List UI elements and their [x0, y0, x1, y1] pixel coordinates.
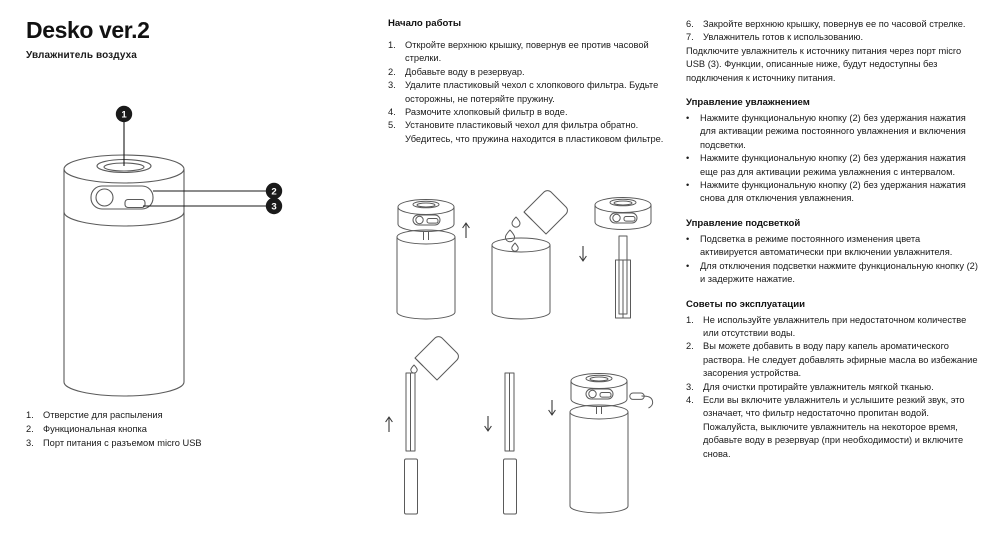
step-number: 7.: [686, 32, 694, 43]
bullet-icon: •: [686, 233, 690, 244]
tip-number: 4.: [686, 394, 694, 405]
legend-label: Отверстие для распыления: [43, 410, 163, 420]
diagram-soak-filter: [405, 337, 459, 514]
legend-number: 1.: [26, 410, 34, 420]
power-connection-note: Подключите увлажнитель к источнику питания через порт micro USB (3). Функции, описанные ниже, будут недоступны без подключения к источнику питания.: [686, 45, 962, 83]
list-item: [26, 408, 346, 422]
product-subtitle: Увлажнитель воздуха: [26, 50, 137, 62]
tips-list: [686, 314, 978, 461]
list-item: [686, 233, 978, 260]
legend-label: Функциональная кнопка: [43, 424, 147, 435]
arrow-down-icon: [485, 416, 492, 431]
list-item: [388, 66, 668, 79]
step-text: Увлажнитель готов к использованию.: [703, 32, 864, 43]
arrow-up-icon: [386, 417, 393, 432]
list-item: [686, 340, 978, 380]
step-number: 6.: [686, 19, 694, 29]
diagram-open-lid: [397, 200, 455, 320]
left-column: [26, 18, 366, 508]
tip-text: Если вы включите увлажнитель и услышите резкий звук, это означает, что фильтр недостаточно пропитан водой. Пожалуйста, выключите увлажнитель на некоторое время, добавьте воду в резервуар (при необходимости) и включите снова.: [703, 394, 965, 459]
tip-text: Вы можете добавить в воду пару капель ароматического раствора. Не следует добавлять эфирные масла во избежание засорения устройства.: [703, 341, 978, 379]
bullet-icon: •: [686, 153, 690, 164]
tip-number: 1.: [686, 314, 694, 325]
bullet-text: Нажмите функциональную кнопку (2) без удержания нажатия снова для отключения увлажнения.: [700, 180, 966, 204]
section-heading-tips: Советы по эксплуатации: [686, 298, 805, 310]
step-number: 2.: [388, 66, 396, 77]
step-text: Добавьте воду в резервуар.: [405, 66, 525, 77]
backlight-bullets: [686, 233, 978, 287]
right-column: [686, 18, 978, 461]
tip-number: 3.: [686, 381, 694, 392]
getting-started-steps-continued: [686, 18, 978, 45]
step-number: 5.: [388, 120, 396, 131]
hero-product-illustration: [4, 94, 364, 414]
legend-number: 2.: [26, 424, 34, 435]
step-text: Закройте верхнюю крышку, повернув ее по часовой стрелке.: [703, 19, 966, 29]
callout-badge-3: [266, 198, 282, 214]
bullet-text: Нажмите функциональную кнопку (2) без удержания нажатия для активации режима постоянного увлажнения и включения подсветки.: [700, 113, 966, 150]
legend-number: 3.: [26, 438, 34, 449]
step-number: 1.: [388, 40, 396, 50]
list-item: [686, 179, 978, 206]
section-heading-getting-started: Начало работы: [388, 18, 462, 29]
list-item: [388, 39, 668, 66]
svg-text:2: 2: [271, 186, 277, 198]
list-item: [686, 18, 978, 31]
list-item: [686, 112, 978, 152]
svg-text:1: 1: [121, 109, 127, 121]
step-number: 4.: [388, 107, 396, 118]
list-item: [686, 260, 978, 287]
diagram-pour-water: [492, 191, 567, 319]
bullet-text: Для отключения подсветки нажмите функциональную кнопку (2) и задержите нажатие.: [700, 260, 978, 285]
page-title: Desko ver.2: [26, 17, 150, 43]
list-item: [388, 119, 668, 146]
list-item: [686, 31, 978, 44]
diagram-close-lid-connect-usb: [570, 374, 653, 514]
bullet-icon: •: [686, 180, 690, 191]
humidification-bullets: [686, 112, 978, 206]
bullet-text: Нажмите функциональную кнопку (2) без удержания нажатия еще раз для активации режима увлажнения с интервалом.: [700, 153, 966, 177]
legend-label: Порт питания с разъемом micro USB: [43, 438, 202, 449]
callout-badge-1: [116, 106, 132, 122]
list-item: [388, 79, 668, 106]
tip-text: Не используйте увлажнитель при недостаточном количестве или отсутствии воды.: [703, 314, 967, 338]
middle-column: [388, 18, 668, 146]
bullet-text: Подсветка в режиме постоянного изменения цвета активируется автоматически при включении увлажнителя.: [700, 233, 953, 258]
assembly-step-diagrams: [380, 188, 676, 538]
tip-number: 2.: [686, 341, 694, 352]
svg-text:3: 3: [271, 201, 277, 213]
diagram-reinsert-filter: [504, 373, 517, 514]
legend-list: [26, 408, 346, 451]
step-text: Удалите пластиковый чехол с хлопкового фильтра. Будьте осторожны, не потеряйте пружину.: [405, 80, 659, 104]
arrow-up-icon: [463, 223, 470, 238]
list-item: [26, 436, 346, 450]
list-item: [686, 152, 978, 179]
list-item: [686, 381, 978, 394]
section-heading-backlight: Управление подсветкой: [686, 217, 801, 229]
arrow-down-icon: [549, 400, 556, 415]
callout-badge-2: [266, 183, 282, 199]
tip-text: Для очистки протирайте увлажнитель мягкой тканью.: [703, 381, 934, 392]
list-item: [686, 394, 978, 461]
step-number: 3.: [388, 80, 396, 91]
bullet-icon: •: [686, 260, 690, 271]
list-item: [388, 106, 668, 119]
bullet-icon: •: [686, 113, 690, 124]
step-text: Установите пластиковый чехол для фильтра обратно. Убедитесь, что пружина находится в пластиковом фильтре.: [405, 120, 664, 144]
list-item: [26, 422, 346, 436]
step-text: Размочите хлопковый фильтр в воде.: [405, 107, 568, 118]
step-text: Откройте верхнюю крышку, повернув ее против часовой стрелки.: [405, 40, 649, 64]
arrow-down-icon: [580, 246, 587, 261]
list-item: [686, 314, 978, 341]
getting-started-steps: [388, 39, 668, 146]
humidifier-front-diagram: [4, 94, 364, 414]
section-heading-humidification: Управление увлажнением: [686, 97, 810, 109]
diagram-remove-sleeve: [595, 198, 651, 319]
